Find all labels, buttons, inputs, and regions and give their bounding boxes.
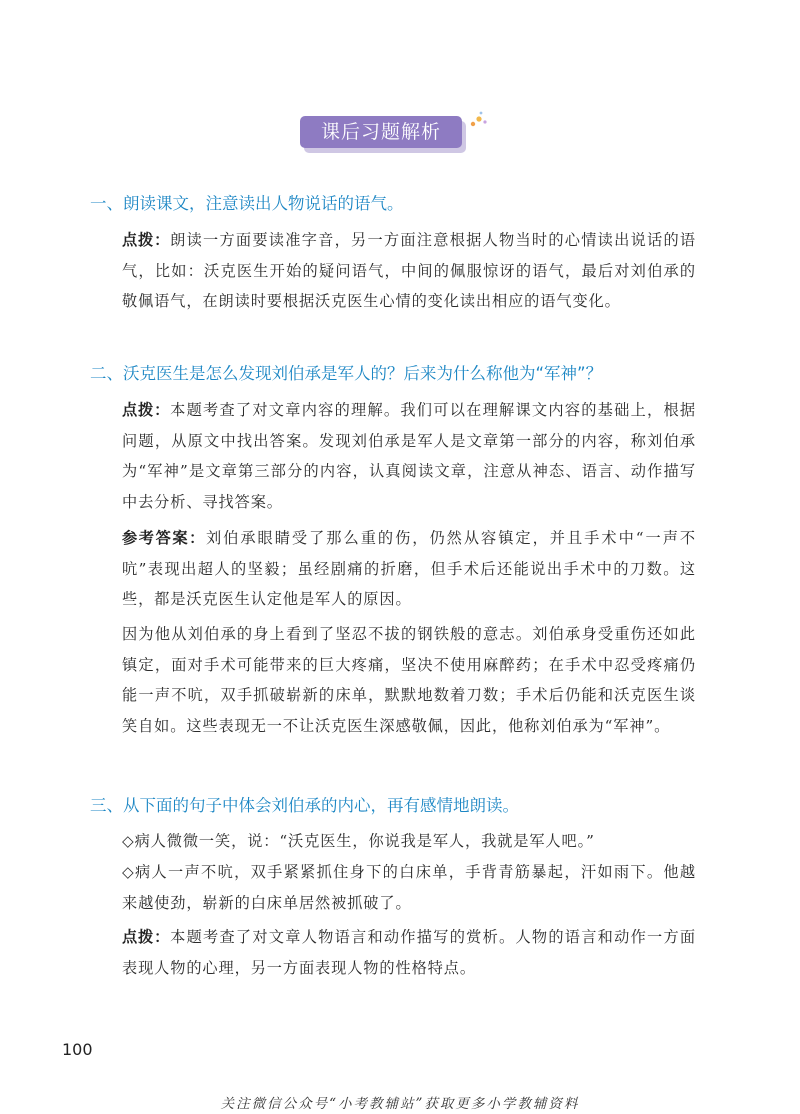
question-2-heading: 二、沃克医生是怎么发现刘伯承是军人的？后来为什么称他为“军神”？	[90, 364, 603, 383]
tip-label: 点拨：	[122, 928, 171, 946]
answer-text: 刘伯承眼睛受了那么重的伤，仍然从容镇定，并且手术中“一声不吭”表现出超人的坚毅；虽经剧痛的折磨，但手术后还能说出手术中的刀数。这些，都是沃克医生认定他是军人的原因。	[122, 529, 696, 608]
question-1-tip	[122, 225, 696, 317]
tip-text: 本题考查了对文章内容的理解。我们可以在理解课文内容的基础上，根据问题，从原文中找出答案。发现刘伯承是军人是文章第一部分的内容，称刘伯承为“军神”是文章第三部分的内容，认真阅读文章，注意从神态、语言、动作描写中去分析、寻找答案。	[122, 401, 696, 511]
page-number: 100	[62, 1040, 93, 1059]
question-2-answer	[122, 523, 696, 615]
section-banner	[300, 116, 490, 156]
answer-label: 参考答案：	[122, 529, 206, 547]
question-3-heading: 三、从下面的句子中体会刘伯承的内心，再有感情地朗读。	[90, 796, 519, 815]
question-3-tip	[122, 922, 696, 983]
sparkle-decoration-icon	[468, 110, 490, 130]
tip-label: 点拨：	[122, 401, 171, 419]
tip-label: 点拨：	[122, 231, 171, 249]
footer-note: 关注微信公众号“小考教辅站”获取更多小学教辅资料	[220, 1096, 580, 1112]
section-title: 课后习题解析	[300, 116, 462, 148]
tip-text: 本题考查了对文章人物语言和动作描写的赏析。人物的语言和动作一方面表现人物的心理，另一方面表现人物的性格特点。	[122, 928, 696, 977]
question-1-heading: 一、朗读课文，注意读出人物说话的语气。	[90, 194, 404, 213]
tip-text: 朗读一方面要读准字音，另一方面注意根据人物当时的心情读出说话的语气，比如：沃克医生开始的疑问语气，中间的佩服惊讶的语气，最后对刘伯承的敬佩语气，在朗读时要根据沃克医生心情的变化读出相应的语气变化。	[122, 231, 696, 310]
question-2-answer-continued: 因为他从刘伯承的身上看到了坚忍不拔的钢铁般的意志。刘伯承身受重伤还如此镇定，面对手术可能带来的巨大疼痛，坚决不使用麻醉药；在手术中忍受疼痛仍能一声不吭，双手抓破崭新的床单，默默地数着刀数；手术后仍能和沃克医生谈笑自如。这些表现无一不让沃克医生深感敬佩，因此，他称刘伯承为“军神”。	[122, 625, 696, 735]
question-3-sentence-2: ◇病人一声不吭，双手紧紧抓住身下的白床单，手背青筋暴起，汗如雨下。他越来越使劲，崭新的白床单居然被抓破了。	[122, 863, 696, 912]
question-3-sentence-1: ◇病人微微一笑，说：“沃克医生，你说我是军人，我就是军人吧。”	[122, 832, 595, 850]
question-2-tip	[122, 395, 696, 517]
